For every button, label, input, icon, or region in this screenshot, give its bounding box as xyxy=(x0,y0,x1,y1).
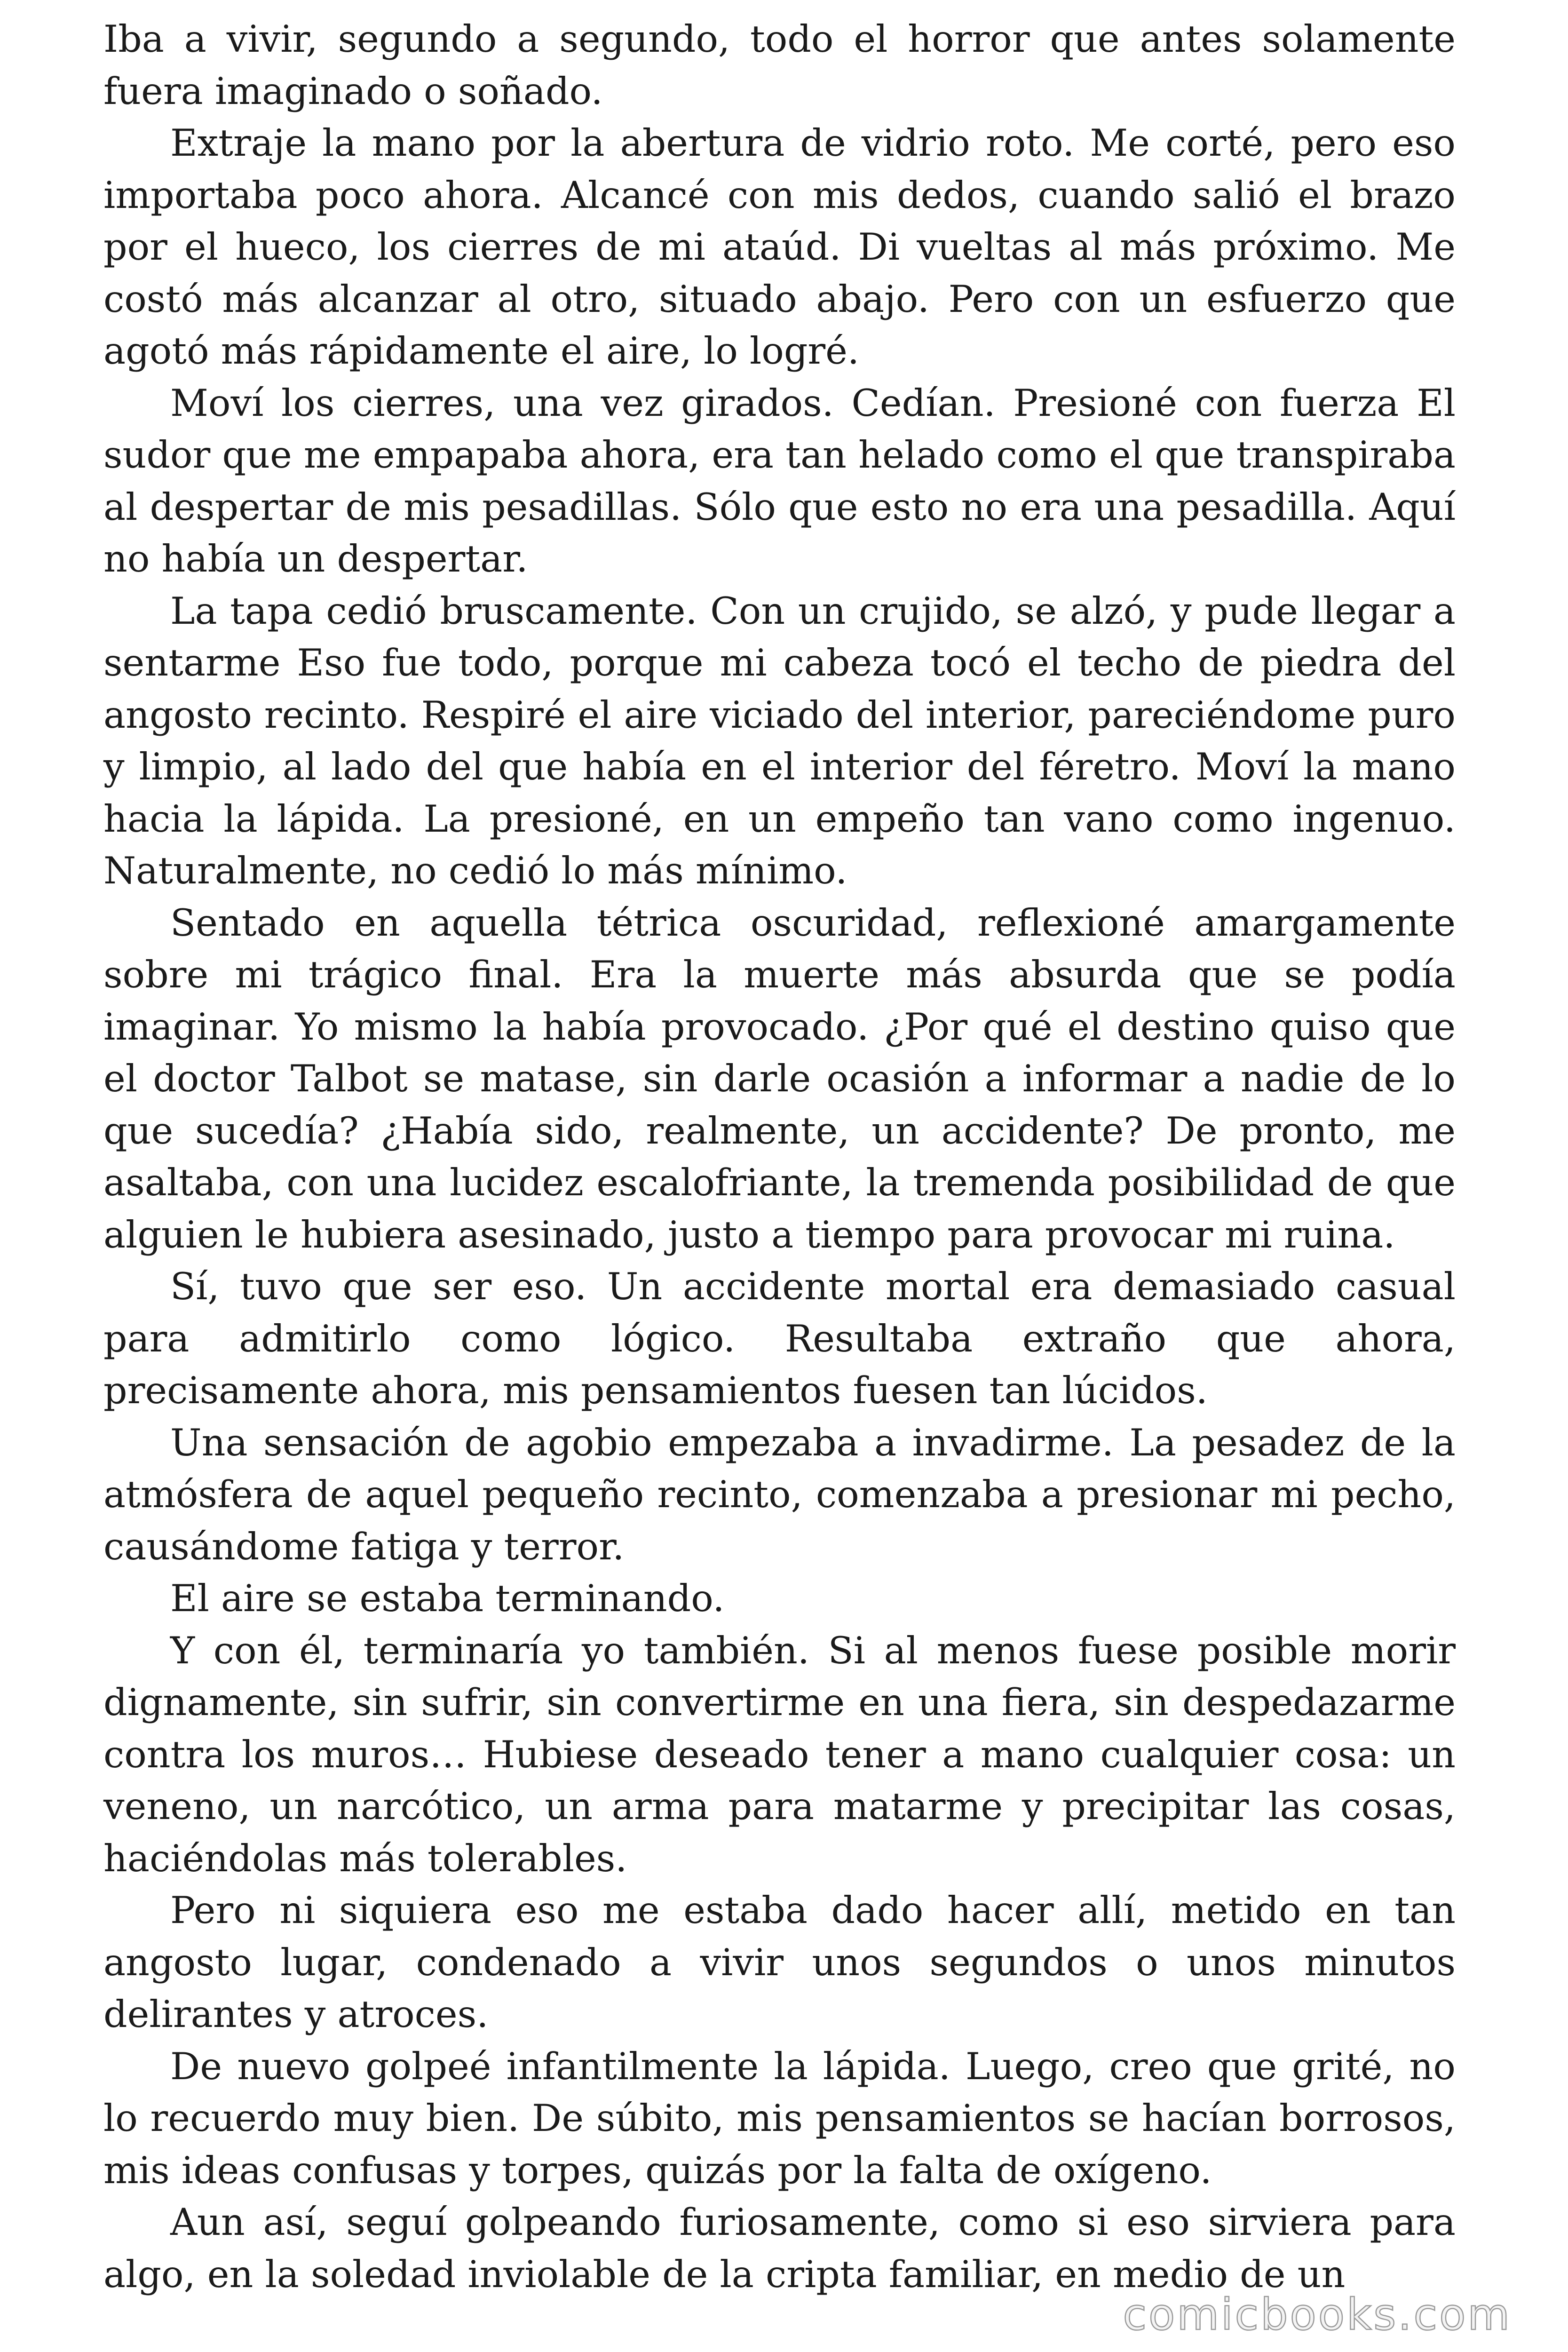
paragraph: Y con él, terminaría yo también. Si al menos fuese posible morir dignamente, sin sufrir, sin convertirme en una fiera, sin despedazarme contra los muros… Hubiese deseado tener a mano cualquier cosa: un veneno, un narcótico, un arma para matarme y precipitar las cosas, haciéndolas más tolerables. xyxy=(103,1629,1456,1880)
book-page xyxy=(103,13,1456,2318)
paragraph: Extraje la mano por la abertura de vidrio roto. Me corté, pero eso importaba poco ahora. Alcancé con mis dedos, cuando salió el brazo por el hueco, los cierres de mi ataúd. Di vueltas al más próximo. Me costó más alcanzar al otro, situado abajo. Pero con un esfuerzo que agotó más rápidamente el aire, lo logré. xyxy=(103,121,1456,373)
paragraph: Sentado en aquella tétrica oscuridad, reflexioné amargamente sobre mi trágico final. Era la muerte más absurda que se podía imaginar. Yo mismo la había provocado. ¿Por qué el destino quiso que el doctor Talbot se matase, sin darle ocasión a informar a nadie de lo que sucedía? ¿Había sido, realmente, un accidente? De pronto, me asaltaba, con una lucidez escalofriante, la tremenda posibilidad de que alguien le hubiera asesinado, justo a tiempo para provocar mi ruina. xyxy=(103,901,1456,1256)
paragraph: Moví los cierres, una vez girados. Cedían. Presioné con fuerza El sudor que me empapaba ahora, era tan helado como el que transpiraba al despertar de mis pesadillas. Sólo que esto no era una pesadilla. Aquí no había un despertar. xyxy=(103,381,1456,580)
paragraph: Pero ni siquiera eso me estaba dado hacer allí, metido en tan angosto lugar, condenado a vivir unos segundos o unos minutos delirantes y atroces. xyxy=(103,1889,1456,2036)
paragraph: Sí, tuvo que ser eso. Un accidente mortal era demasiado casual para admitirlo como lógico. Resultaba extraño que ahora, precisamente ahora, mis pensamientos fuesen tan lúcidos. xyxy=(103,1265,1456,1412)
paragraph: De nuevo golpeé infantilmente la lápida. Luego, creo que grité, no lo recuerdo muy bien. De súbito, mis pensamientos se hacían borrosos, mis ideas confusas y torpes, quizás por la falta de oxígeno. xyxy=(103,2044,1456,2192)
paragraph: Una sensación de agobio empezaba a invadirme. La pesadez de la atmósfera de aquel pequeño recinto, comenzaba a presionar mi pecho, causándome fatiga y terror. xyxy=(103,1421,1456,1568)
paragraph: Aun así, seguí golpeando furiosamente, como si eso sirviera para algo, en la soledad inviolable de la cripta familiar, en medio de un xyxy=(103,2201,1456,2296)
paragraph-continuation: Iba a vivir, segundo a segundo, todo el horror que antes solamente fuera imaginado o soñado. xyxy=(103,17,1456,113)
paragraph: La tapa cedió bruscamente. Con un crujido, se alzó, y pude llegar a sentarme Eso fue todo, porque mi cabeza tocó el techo de piedra del angosto recinto. Respiré el aire viciado del interior, pareciéndome puro y limpio, al lado del que había en el interior del féretro. Moví la mano hacia la lápida. La presioné, en un empeño tan vano como ingenuo. Naturalmente, no cedió lo más mínimo. xyxy=(103,589,1456,892)
watermark: comicbooks.com xyxy=(1123,2289,1512,2340)
paragraph: El aire se estaba terminando. xyxy=(170,1577,725,1620)
